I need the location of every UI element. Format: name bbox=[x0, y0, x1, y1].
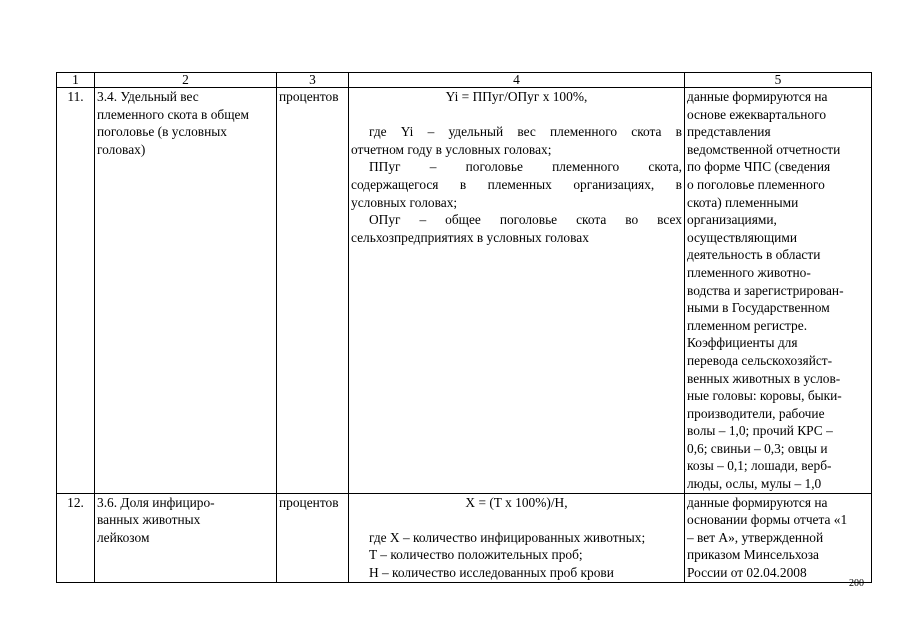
text-line: поголовье (в условных bbox=[97, 124, 227, 140]
text-line: России от 02.04.2008 bbox=[687, 565, 807, 581]
text-line: племенного животно- bbox=[687, 264, 811, 280]
source-cell bbox=[685, 88, 872, 494]
text-line: скота) племенными bbox=[687, 194, 799, 210]
text-line: волы – 1,0; прочий КРС – bbox=[687, 423, 833, 439]
text-line: венных животных в услов- bbox=[687, 370, 841, 386]
text-line: козы – 0,1; лошади, верб- bbox=[687, 458, 832, 474]
text-line: перевода сельскохозяйст- bbox=[687, 352, 833, 368]
text-line: – вет А», утвержденной bbox=[687, 529, 824, 545]
text-line: ванных животных bbox=[97, 512, 201, 528]
table-row bbox=[57, 493, 872, 582]
text-line: деятельность в области bbox=[687, 247, 821, 263]
header-cell: 4 bbox=[349, 73, 685, 88]
text-line: 3.4. Удельный вес bbox=[97, 89, 199, 104]
method-cell bbox=[349, 493, 685, 582]
indicators-table bbox=[56, 72, 872, 583]
text-line: ППуг – поголовье племенного скота, bbox=[369, 159, 682, 175]
text-line: данные формируются на bbox=[687, 494, 828, 510]
text-line: осуществляющими bbox=[687, 229, 797, 245]
header-cell: 1 bbox=[57, 73, 95, 88]
text-line: где Yi – удельный вес племенного скота в bbox=[369, 124, 682, 140]
text-line: 0,6; свиньи – 0,3; овцы и bbox=[687, 440, 828, 456]
text-line: где X – количество инфицированных животных; bbox=[369, 529, 646, 545]
text-line: люды, ослы, мулы – 1,0 bbox=[687, 476, 822, 492]
text-line: племенного скота в общем bbox=[97, 106, 249, 122]
text-line: T – количество положительных проб; bbox=[369, 547, 583, 563]
row-number: 11. bbox=[57, 88, 95, 494]
text-line: данные формируются на bbox=[687, 89, 828, 104]
text-line: отчетном году в условных головах; bbox=[351, 141, 552, 157]
text-line: производители, рабочие bbox=[687, 405, 825, 421]
unit-cell: процентов bbox=[277, 88, 349, 494]
text-line: приказом Минсельхоза bbox=[687, 547, 819, 563]
source-cell bbox=[685, 493, 872, 582]
text-line: основе ежеквартального bbox=[687, 106, 827, 122]
text-line: организациями, bbox=[687, 212, 777, 228]
indicator-name bbox=[95, 88, 277, 494]
text-line: ными в Государственном bbox=[687, 300, 830, 316]
text-line: условных головах; bbox=[351, 194, 458, 210]
text-line: ОПуг – общее поголовье скота во всех bbox=[369, 212, 682, 228]
text-line: головах) bbox=[97, 141, 146, 157]
text-line: содержащегося в племенных организациях, в bbox=[351, 176, 682, 192]
text-line: ные головы: коровы, быки- bbox=[687, 388, 842, 404]
text-line: о поголовье племенного bbox=[687, 176, 825, 192]
unit-cell: процентов bbox=[277, 493, 349, 582]
header-cell: 3 bbox=[277, 73, 349, 88]
table-row bbox=[57, 88, 872, 494]
text-line: сельхозпредприятиях в условных головах bbox=[351, 229, 589, 245]
text-line: Коэффициенты для bbox=[687, 335, 798, 351]
text-line: племенном регистре. bbox=[687, 317, 808, 333]
text-line: представления bbox=[687, 124, 771, 140]
method-cell bbox=[349, 88, 685, 494]
indicator-name bbox=[95, 493, 277, 582]
text-line: водства и зарегистрирован- bbox=[687, 282, 844, 298]
text-line: основании формы отчета «1 bbox=[687, 512, 848, 528]
header-cell: 2 bbox=[95, 73, 277, 88]
text-line: 3.6. Доля инфициро- bbox=[97, 494, 215, 510]
formula: X = (T x 100%)/H, bbox=[465, 494, 568, 510]
header-cell: 5 bbox=[685, 73, 872, 88]
text-line: по форме ЧПС (сведения bbox=[687, 159, 831, 175]
table-header-row bbox=[57, 73, 872, 88]
text-line: ведомственной отчетности bbox=[687, 141, 841, 157]
formula: Yi = ППуг/ОПуг x 100%, bbox=[445, 89, 588, 104]
page-number: 200 bbox=[849, 578, 864, 589]
row-number: 12. bbox=[57, 493, 95, 582]
text-line: лейкозом bbox=[97, 529, 150, 545]
text-line: H – количество исследованных проб крови bbox=[369, 565, 614, 581]
